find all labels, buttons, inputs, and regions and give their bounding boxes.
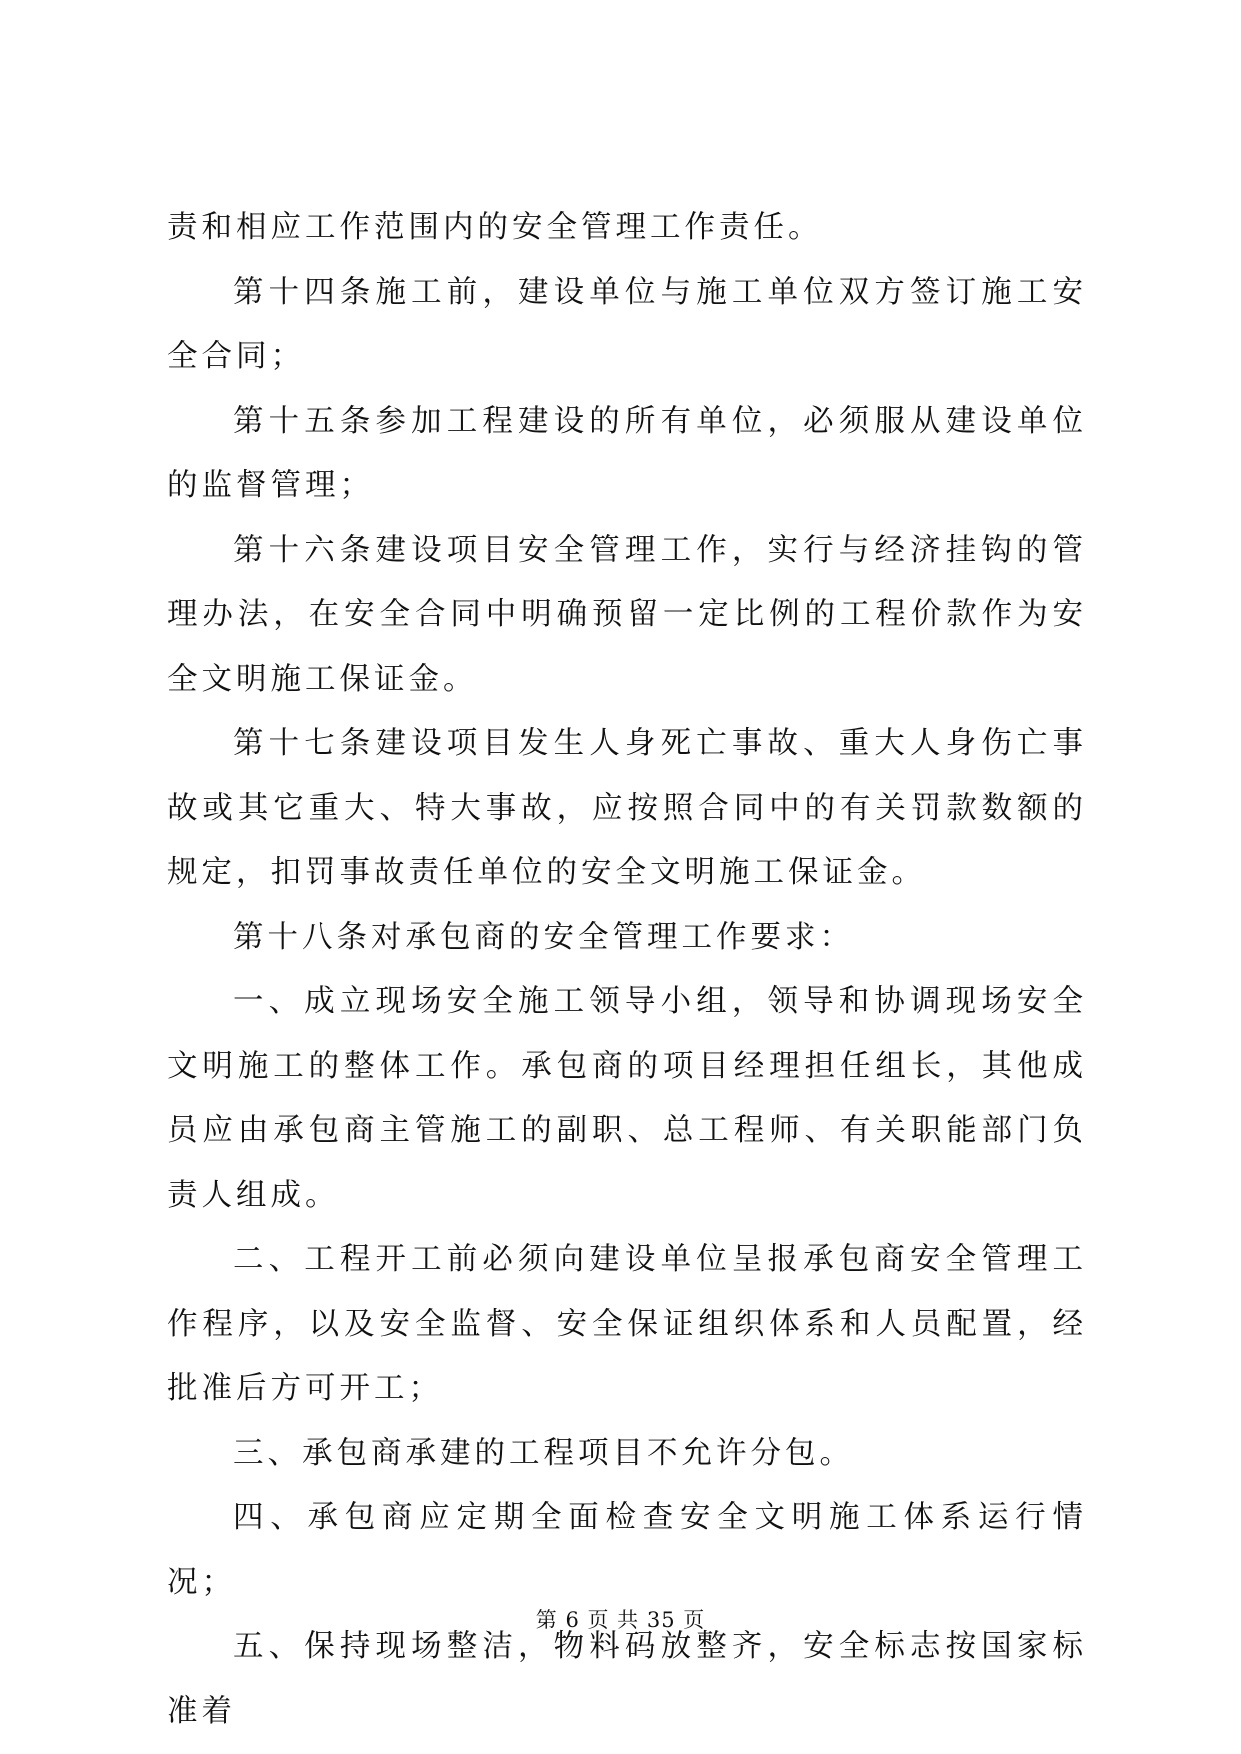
paragraph-4: 第十六条建设项目安全管理工作，实行与经济挂钩的管理办法，在安全合同中明确预留一定比例的工程价款作为安全文明施工保证金。 bbox=[167, 532, 1087, 697]
document-body bbox=[167, 196, 1087, 1744]
paragraph-10: 四、承包商应定期全面检查安全文明施工体系运行情况； bbox=[167, 1500, 1087, 1600]
paragraph-5: 第十七条建设项目发生人身死亡事故、重大人身伤亡事故或其它重大、特大事故，应按照合同中的有关罚款数额的规定，扣罚事故责任单位的安全文明施工保证金。 bbox=[167, 726, 1087, 890]
paragraph-1: 责和相应工作范围内的安全管理工作责任。 bbox=[167, 210, 823, 245]
page-number-label: 第 6 页 共 35 页 bbox=[535, 1608, 706, 1632]
paragraph-8: 二、工程开工前必须向建设单位呈报承包商安全管理工作程序，以及安全监督、安全保证组织体系和人员配置，经批准后方可开工； bbox=[167, 1242, 1087, 1406]
paragraph-6: 第十八条对承包商的安全管理工作要求： bbox=[233, 919, 854, 955]
paragraph-3: 第十五条参加工程建设的所有单位，必须服从建设单位的监督管理； bbox=[167, 403, 1087, 503]
paragraph-9: 三、承包商承建的工程项目不允许分包。 bbox=[233, 1435, 854, 1471]
page-footer bbox=[0, 1605, 1241, 1635]
paragraph-11: 五、保持现场整洁，物料码放整齐，安全标志按国家标准着 bbox=[167, 1629, 1087, 1729]
paragraph-7: 一、成立现场安全施工领导小组，领导和协调现场安全文明施工的整体工作。承包商的项目经理担任组长，其他成员应由承包商主管施工的副职、总工程师、有关职能部门负责人组成。 bbox=[167, 984, 1087, 1213]
paragraph-2: 第十四条施工前，建设单位与施工单位双方签订施工安全合同； bbox=[167, 274, 1087, 374]
